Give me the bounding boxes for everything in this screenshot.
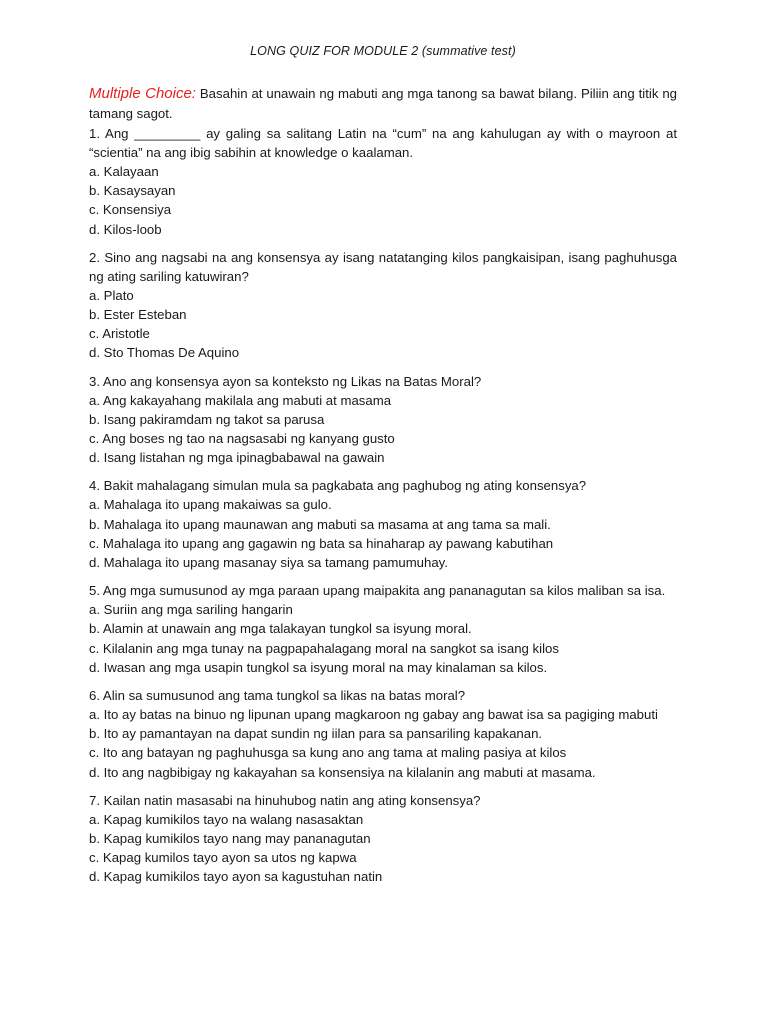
question-item	[89, 248, 677, 363]
question-item	[89, 476, 677, 572]
answer-option: c. Aristotle	[89, 326, 150, 342]
question-text: 3. Ano ang konsensya ayon sa konteksto ng Likas na Batas Moral?	[89, 373, 482, 389]
question-text: 7. Kailan natin masasabi na hinuhubog natin ang ating konsensya?	[89, 792, 481, 808]
answer-option: a. Suriin ang mga sariling hangarin	[89, 602, 293, 618]
answer-option: d. Sto Thomas De Aquino	[89, 345, 240, 361]
question-text: 4. Bakit mahalagang simulan mula sa pagkabata ang paghubog ng ating konsensya?	[89, 478, 587, 494]
answer-option: d. Kapag kumikilos tayo ayon sa kagustuhan natin	[89, 869, 383, 885]
answer-option: a. Mahalaga ito upang makaiwas sa gulo.	[89, 497, 332, 513]
question-text: 5. Ang mga sumusunod ay mga paraan upang maipakita ang pananagutan sa kilos maliban sa isa.	[89, 583, 666, 599]
question-text: 1. Ang _________ ay galing sa salitang Latin na “cum” na ang kahulugan ay with o mayroon at “scientia” na ang ibig sabihin at knowledge o kaalaman.	[89, 126, 677, 160]
answer-option: b. Kasaysayan	[89, 183, 176, 199]
question-item	[89, 686, 677, 782]
answer-option: c. Kilalanin ang mga tunay na pagpapahalagang moral na sangkot sa isang kilos	[89, 640, 559, 656]
answer-option: c. Konsensiya	[89, 202, 172, 218]
instructions	[89, 84, 677, 124]
answer-option: c. Kapag kumilos tayo ayon sa utos ng kapwa	[89, 850, 357, 866]
answer-option: a. Kalayaan	[89, 164, 159, 179]
answer-option: b. Isang pakiramdam ng takot sa parusa	[89, 411, 325, 427]
answer-option: d. Kilos-loob	[89, 221, 162, 237]
question-item	[89, 124, 677, 239]
answer-option: d. Mahalaga ito upang masanay siya sa tamang pamumuhay.	[89, 555, 448, 571]
instructions-text: Basahin at unawain ng mabuti ang mga tanong sa bawat bilang. Piliin ang titik ng tamang sagot.	[89, 86, 677, 121]
answer-option: c. Ang boses ng tao na nagsasabi ng kanyang gusto	[89, 431, 395, 447]
answer-option: b. Kapag kumikilos tayo nang may pananagutan	[89, 831, 371, 847]
answer-option: b. Alamin at unawain ang mga talakayan tungkol sa isyung moral.	[89, 621, 472, 637]
quiz-title: LONG QUIZ FOR MODULE 2 (summative test)	[250, 44, 516, 58]
answer-option: a. Ang kakayahang makilala ang mabuti at masama	[89, 392, 392, 408]
question-item	[89, 581, 677, 677]
answer-option: d. Iwasan ang mga usapin tungkol sa isyung moral na may kinalaman sa kilos.	[89, 659, 548, 675]
question-list	[89, 124, 677, 887]
question-text: 6. Alin sa sumusunod ang tama tungkol sa likas na batas moral?	[89, 688, 466, 704]
answer-option: a. Ito ay batas na binuo ng lipunan upang magkaroon ng gabay ang bawat isa sa pagiging mabuti	[89, 707, 658, 723]
answer-option: d. Ito ang nagbibigay ng kakayahan sa konsensiya na kilalanin ang mabuti at masama.	[89, 764, 596, 780]
answer-option: b. Ito ay pamantayan na dapat sundin ng iilan para sa pansariling kapakanan.	[89, 726, 543, 742]
question-item	[89, 791, 677, 887]
answer-option: c. Ito ang batayan ng paghuhusga sa kung ano ang tama at maling pasiya at kilos	[89, 745, 567, 761]
answer-option: b. Ester Esteban	[89, 307, 187, 323]
answer-option: c. Mahalaga ito upang ang gagawin ng bata sa hinaharap ay pawang kabutihan	[89, 535, 554, 551]
multiple-choice-label: Multiple Choice:	[89, 85, 196, 102]
answer-option: a. Kapag kumikilos tayo na walang nasasaktan	[89, 811, 364, 827]
question-item	[89, 372, 677, 468]
question-text: 2. Sino ang nagsabi na ang konsensya ay isang natatanging kilos pangkaisipan, isang paghuhusga ng ating sariling katuwiran?	[89, 249, 677, 284]
answer-option: b. Mahalaga ito upang maunawan ang mabuti sa masama at ang tama sa mali.	[89, 516, 551, 532]
answer-option: d. Isang listahan ng mga ipinagbabawal na gawain	[89, 450, 385, 466]
answer-option: a. Plato	[89, 287, 134, 303]
